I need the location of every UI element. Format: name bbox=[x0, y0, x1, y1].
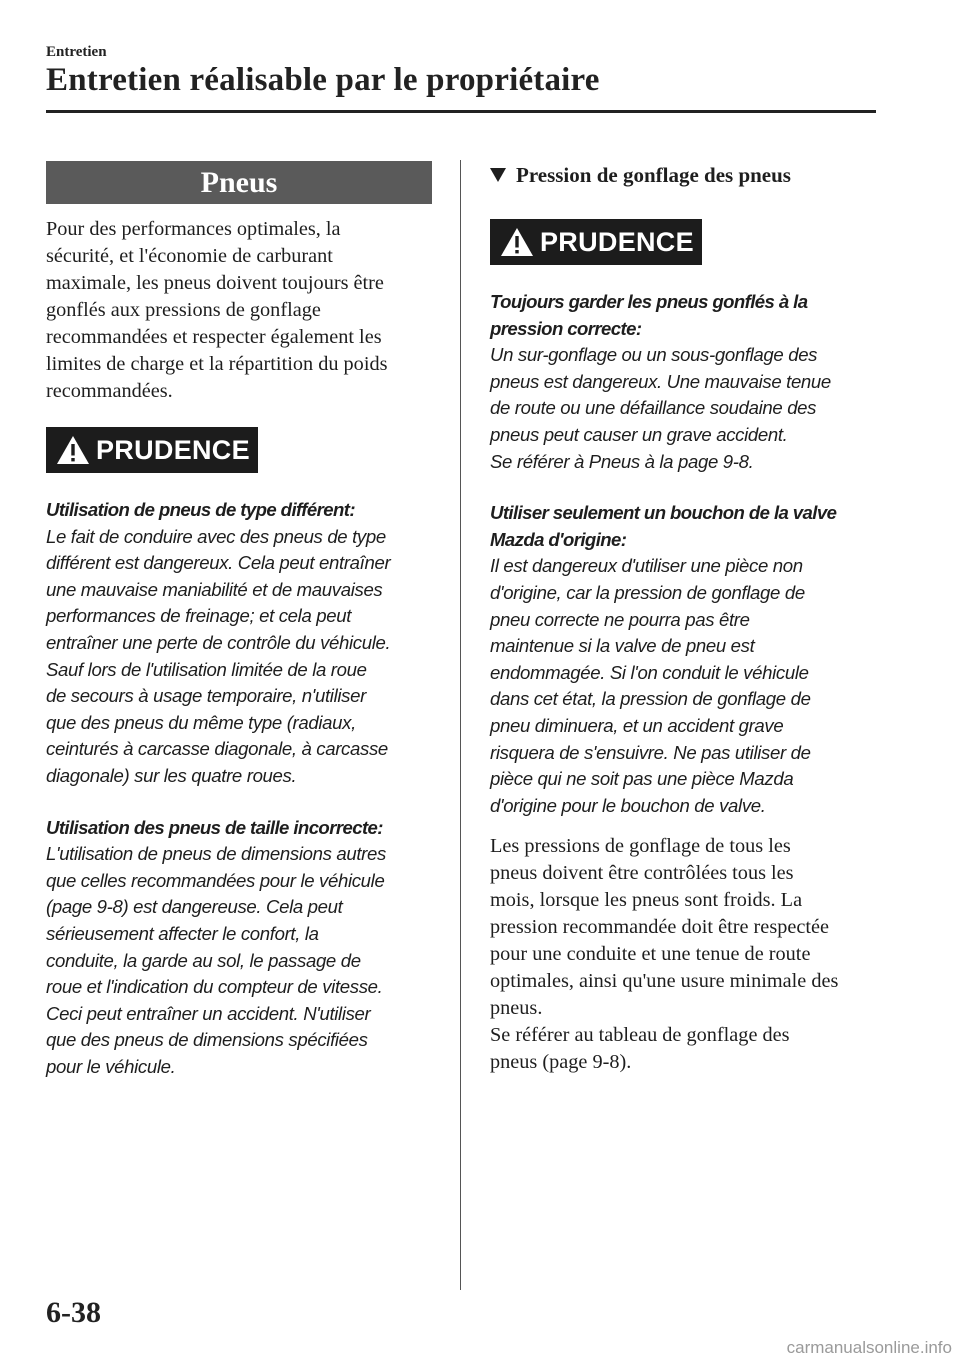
page-number: 6-38 bbox=[46, 1296, 101, 1329]
text-line: pneus. bbox=[490, 997, 543, 1020]
text-line: recommandées. bbox=[46, 380, 173, 402]
triangle-down-icon bbox=[490, 168, 506, 182]
text-line: limites de charge et la répartition du poids bbox=[46, 353, 388, 375]
text-line: pour le véhicule. bbox=[46, 1055, 176, 1077]
caution-heading: Toujours garder les pneus gonflés à la bbox=[490, 291, 808, 312]
text-line: diagonale) sur les quatre roues. bbox=[46, 764, 297, 786]
pressure-paragraph bbox=[490, 833, 880, 1076]
caution-label: PRUDENCE bbox=[540, 226, 694, 257]
text-line: pneu diminuera, et un accident grave bbox=[490, 714, 784, 736]
text-line: dans cet état, la pression de gonflage de bbox=[490, 688, 811, 710]
text-line: pneus est dangereux. Une mauvaise tenue bbox=[490, 370, 831, 392]
caution-heading: pression correcte: bbox=[490, 317, 642, 339]
text-line: Pour des performances optimales, la bbox=[46, 218, 341, 240]
text-line: (page 9-8) est dangereuse. Cela peut bbox=[46, 896, 343, 918]
caution-paragraph-pressure bbox=[490, 289, 880, 475]
caution-heading: Utiliser seulement un bouchon de la valve bbox=[490, 502, 837, 524]
text-line: d'origine pour le bouchon de valve. bbox=[490, 794, 766, 816]
warning-triangle-icon bbox=[56, 435, 90, 465]
right-column bbox=[490, 161, 880, 1076]
text-line: Il est dangereux d'utiliser une pièce non bbox=[490, 555, 803, 577]
text-line: pneu correcte ne pourra pas être bbox=[490, 608, 750, 630]
caution-label: PRUDENCE bbox=[96, 434, 250, 465]
text-line: que des pneus du même type (radiaux, bbox=[46, 711, 356, 733]
column-divider bbox=[460, 160, 461, 1290]
text-line: pneus (page 9-8). bbox=[490, 1051, 632, 1074]
text-line: pneus peut causer un grave accident. bbox=[490, 423, 788, 445]
text-line: Se référer au tableau de gonflage des bbox=[490, 1024, 790, 1047]
text-line: pièce qui ne soit pas une pièce Mazda bbox=[490, 768, 794, 790]
text-line: mois, lorsque les pneus sont froids. La bbox=[490, 889, 803, 912]
text-line: risquera de s'ensuivre. Ne pas utiliser de bbox=[490, 741, 811, 763]
text-line: Les pressions de gonflage de tous les bbox=[490, 835, 791, 858]
text-line: recommandées et respecter également les bbox=[46, 326, 382, 348]
text-line: maximale, les pneus doivent toujours être bbox=[46, 272, 384, 294]
text-line: Se référer à Pneus à la page 9-8. bbox=[490, 450, 754, 472]
text-line: pression recommandée doit être respectée bbox=[490, 916, 829, 939]
caution-heading: Utilisation de pneus de type différent: bbox=[46, 499, 355, 520]
text-line: endommagée. Si l'on conduit le véhicule bbox=[490, 661, 809, 683]
text-line: sécurité, et l'économie de carburant bbox=[46, 245, 333, 267]
text-line: pour une conduite et une tenue de route bbox=[490, 943, 811, 966]
subsection-heading bbox=[490, 161, 880, 189]
text-line: maintenue si la valve de pneu est bbox=[490, 635, 755, 657]
caution-badge-wrapper bbox=[490, 219, 880, 265]
caution-heading: Mazda d'origine: bbox=[490, 528, 627, 550]
text-line: différent est dangereux. Cela peut entraîner bbox=[46, 552, 391, 574]
text-line: Ceci peut entraîner un accident. N'utiliser bbox=[46, 1002, 371, 1024]
text-line: que des pneus de dimensions spécifiées bbox=[46, 1029, 368, 1051]
left-column bbox=[46, 161, 432, 1080]
text-line: roue et l'indication du compteur de vitesse. bbox=[46, 976, 383, 998]
text-line: que celles recommandées pour le véhicule bbox=[46, 869, 385, 891]
warning-triangle-icon bbox=[500, 227, 534, 257]
caution-paragraph-size bbox=[46, 815, 432, 1081]
text-line: performances de freinage; et cela peut bbox=[46, 605, 352, 627]
caution-badge bbox=[46, 427, 258, 473]
watermark: carmanualsonline.info bbox=[786, 1338, 952, 1357]
caution-badge bbox=[490, 219, 702, 265]
text-line: une mauvaise maniabilité et de mauvaises bbox=[46, 578, 383, 600]
caution-paragraph-valve bbox=[490, 500, 880, 819]
text-line: gonflés aux pressions de gonflage bbox=[46, 299, 321, 321]
text-line: de secours à usage temporaire, n'utiliser bbox=[46, 685, 366, 707]
text-line: entraîner une perte de contrôle du véhicule. bbox=[46, 631, 391, 653]
text-line: conduite, la garde au sol, le passage de bbox=[46, 949, 361, 971]
caution-paragraph-type bbox=[46, 497, 432, 790]
text-line: ceinturés à carcasse diagonale, à carcasse bbox=[46, 738, 388, 760]
section-banner-pneus: Pneus bbox=[46, 161, 432, 204]
page-title: Entretien réalisable par le propriétaire bbox=[46, 62, 600, 98]
text-line: Un sur-gonflage ou un sous-gonflage des bbox=[490, 344, 818, 366]
text-line: Le fait de conduire avec des pneus de type bbox=[46, 525, 386, 547]
caution-heading: Utilisation des pneus de taille incorrecte: bbox=[46, 816, 383, 838]
text-line: L'utilisation de pneus de dimensions autres bbox=[46, 843, 386, 865]
text-line: optimales, ainsi qu'une usure minimale des bbox=[490, 970, 839, 993]
section-label: Entretien bbox=[46, 44, 107, 60]
caution-badge-wrapper bbox=[46, 427, 432, 473]
text-line: d'origine, car la pression de gonflage de bbox=[490, 581, 805, 603]
text-line: pneus doivent être contrôlées tous les bbox=[490, 862, 794, 885]
text-line: Sauf lors de l'utilisation limitée de la roue bbox=[46, 658, 367, 680]
header-rule bbox=[46, 110, 876, 113]
intro-paragraph bbox=[46, 216, 432, 405]
text-line: sérieusement affecter le confort, la bbox=[46, 922, 319, 944]
text-line: de route ou une défaillance soudaine des bbox=[490, 397, 817, 419]
subsection-heading-text: Pression de gonflage des pneus bbox=[516, 163, 791, 187]
